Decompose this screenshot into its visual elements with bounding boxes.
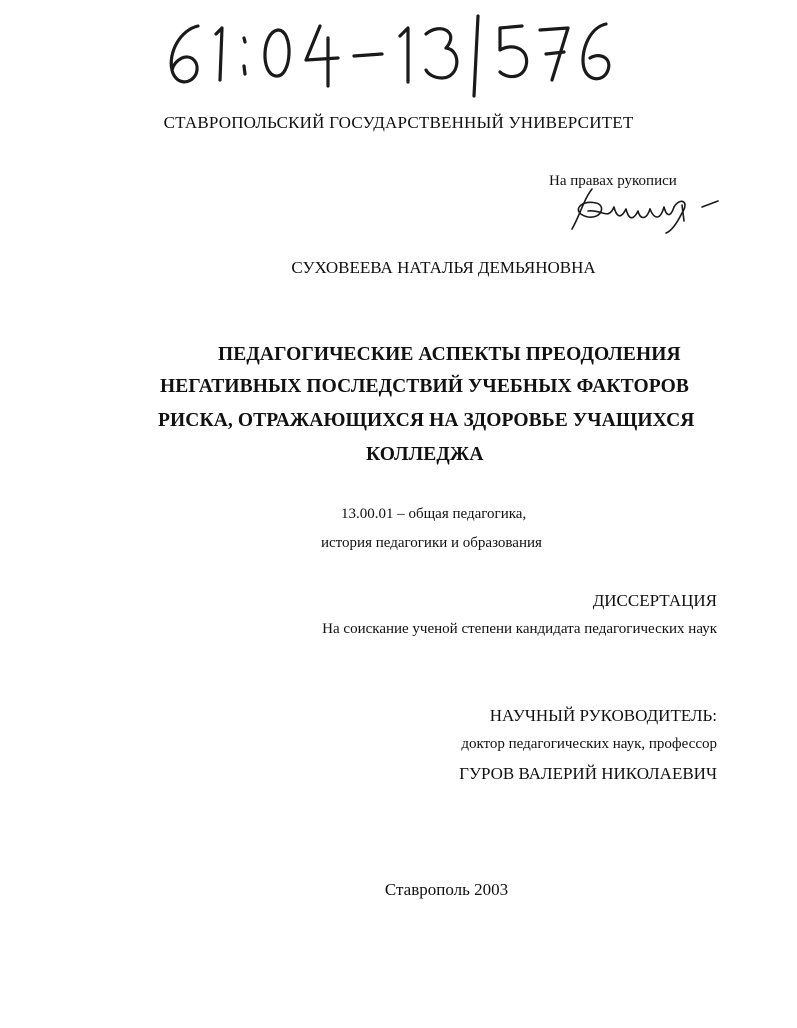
- dissertation-title-line: НЕГАТИВНЫХ ПОСЛЕДСТВИЙ УЧЕБНЫХ ФАКТОРОВ: [160, 376, 690, 397]
- manuscript-rights-note: На правах рукописи: [549, 173, 677, 189]
- specialty-name: история педагогики и образования: [321, 535, 542, 551]
- dissertation-title-line: КОЛЛЕДЖА: [366, 444, 484, 465]
- specialty-code: 13.00.01 – общая педагогика,: [341, 506, 527, 522]
- supervisor-name: ГУРОВ ВАЛЕРИЙ НИКОЛАЕВИЧ: [459, 764, 717, 783]
- supervisor-label: НАУЧНЫЙ РУКОВОДИТЕЛЬ:: [489, 706, 717, 725]
- author-signature: [562, 185, 732, 235]
- university-name: СТАВРОПОЛЬСКИЙ ГОСУДАРСТВЕННЫЙ УНИВЕРСИТЕТ: [163, 113, 634, 132]
- dissertation-label: ДИССЕРТАЦИЯ: [592, 591, 717, 610]
- degree-sought: На соискание ученой степени кандидата педагогических наук: [322, 621, 717, 637]
- place-and-year: Ставрополь 2003: [384, 880, 509, 899]
- author-name: СУХОВЕЕВА НАТАЛЬЯ ДЕМЬЯНОВНА: [291, 258, 596, 277]
- supervisor-degree: доктор педагогических наук, профессор: [461, 736, 717, 752]
- handwritten-archive-number: [160, 8, 630, 98]
- dissertation-title-line: ПЕДАГОГИЧЕСКИЕ АСПЕКТЫ ПРЕОДОЛЕНИЯ: [218, 344, 681, 365]
- dissertation-title-line: РИСКА, ОТРАЖАЮЩИХСЯ НА ЗДОРОВЬЕ УЧАЩИХСЯ: [158, 410, 695, 431]
